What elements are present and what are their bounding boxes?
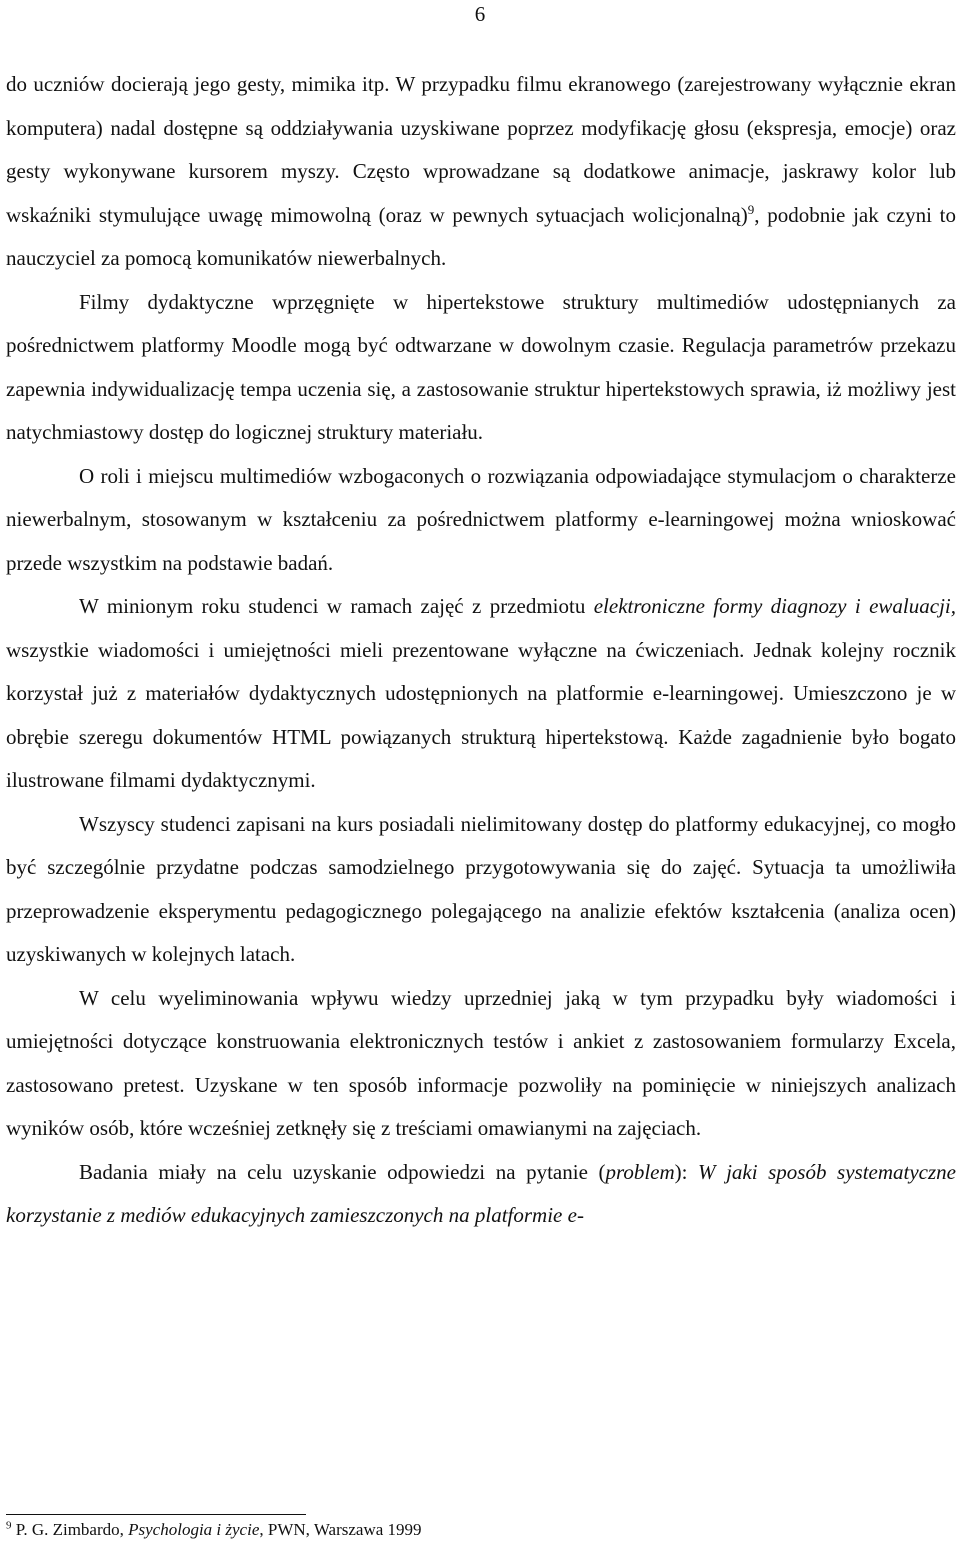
- problem-label: problem: [605, 1159, 675, 1184]
- paragraph-4-text-b: wszystkie wiadomości i umiejętności mieli prezentowane wyłączne na ćwiczeniach. Jednak kolejny rocznik korzystał już z materiałów dydaktycznych udostępnionych na platformie e-learningowej. Umieszczono je w obrębie szeregu dokumentów HTML powiązanych strukturą hipertekstową. Każde zagadnienie było bogato ilustrowane filmami dydaktycznymi.: [6, 637, 956, 792]
- paragraph-3: O roli i miejscu multimediów wzbogaconych o rozwiązania odpowiadające stymulacjom o charakterze niewerbalnym, stosowanym w kształceniu za pośrednictwem platformy e-learningowej można wnioskować przede wszystkim na podstawie badań.: [6, 463, 956, 575]
- footnote-reference[interactable]: 9: [747, 201, 755, 217]
- footnote-number: 9: [6, 1519, 12, 1532]
- paragraph-7-text-a: Badania miały na celu uzyskanie odpowiedzi na pytanie (: [79, 1159, 606, 1184]
- paragraph-7: [6, 1151, 956, 1238]
- course-title: elektroniczne formy diagnozy i ewaluacji,: [593, 594, 956, 618]
- footnote: [6, 1519, 956, 1541]
- paragraph-7-text-b: ):: [674, 1159, 699, 1184]
- research-question: W jaki sposób systematyczne korzystanie z mediów edukacyjnych zamieszczonych na platformie e-: [6, 1159, 956, 1227]
- page-number: 6: [474, 2, 486, 26]
- paragraph-4: [6, 585, 956, 803]
- footnote-text-b: , PWN, Warszawa 1999: [259, 1520, 422, 1539]
- paragraph-1-text-b: , podobnie jak czyni to nauczyciel za pomocą komunikatów niewerbalnych.: [6, 202, 957, 270]
- footnote-divider: [6, 1514, 306, 1515]
- paragraph-1-text-a: do uczniów docierają jego gesty, mimika itp. W przypadku filmu ekranowego (zarejestrowany wyłącznie ekran komputera) nadal dostępne są oddziaływania uzyskiwane poprzez modyfikację głosu (ekspresja, emocje) oraz gesty wykonywane kursorem myszy. Często wprowadzane są dodatkowe animacje, jaskrawy kolor lub wskaźniki stymulujące uwagę mimowolną (oraz w pewnych sytuacjach wolicjonalną): [6, 72, 956, 227]
- paragraph-6: W celu wyeliminowania wpływu wiedzy uprzedniej jaką w tym przypadku były wiadomości i umiejętności dotyczące konstruowania elektronicznych testów i ankiet z zastosowaniem formularzy Excela, zastosowano pretest. Uzyskane w ten sposób informacje pozwoliły na pominięcie w niniejszych analizach wyników osób, które wcześniej zetknęły się z treściami omawianymi na zajęciach.: [6, 985, 956, 1140]
- paragraph-1: [6, 63, 956, 281]
- body-text: [6, 63, 956, 1238]
- footnote-book-title: Psychologia i życie: [128, 1520, 260, 1539]
- footnote-text-a: P. G. Zimbardo,: [11, 1520, 129, 1539]
- paragraph-4-text-a: W minionym roku studenci w ramach zajęć z przedmiotu: [79, 594, 594, 618]
- paragraph-2: Filmy dydaktyczne wprzęgnięte w hipertekstowe struktury multimediów udostępnianych za pośrednictwem platformy Moodle mogą być odtwarzane w dowolnym czasie. Regulacja parametrów przekazu zapewnia indywidualizację tempa uczenia się, a zastosowanie struktur hipertekstowych sprawia, iż możliwy jest natychmiastowy dostęp do logicznej struktury materiału.: [6, 289, 956, 444]
- paragraph-5: Wszyscy studenci zapisani na kurs posiadali nielimitowany dostęp do platformy edukacyjnej, co mogło być szczególnie przydatne podczas samodzielnego przygotowywania się do zajęć. Sytuacja ta umożliwiła przeprowadzenie eksperymentu pedagogicznego polegającego na analizie efektów kształcenia (analiza ocen) uzyskiwanych w kolejnych latach.: [6, 811, 956, 966]
